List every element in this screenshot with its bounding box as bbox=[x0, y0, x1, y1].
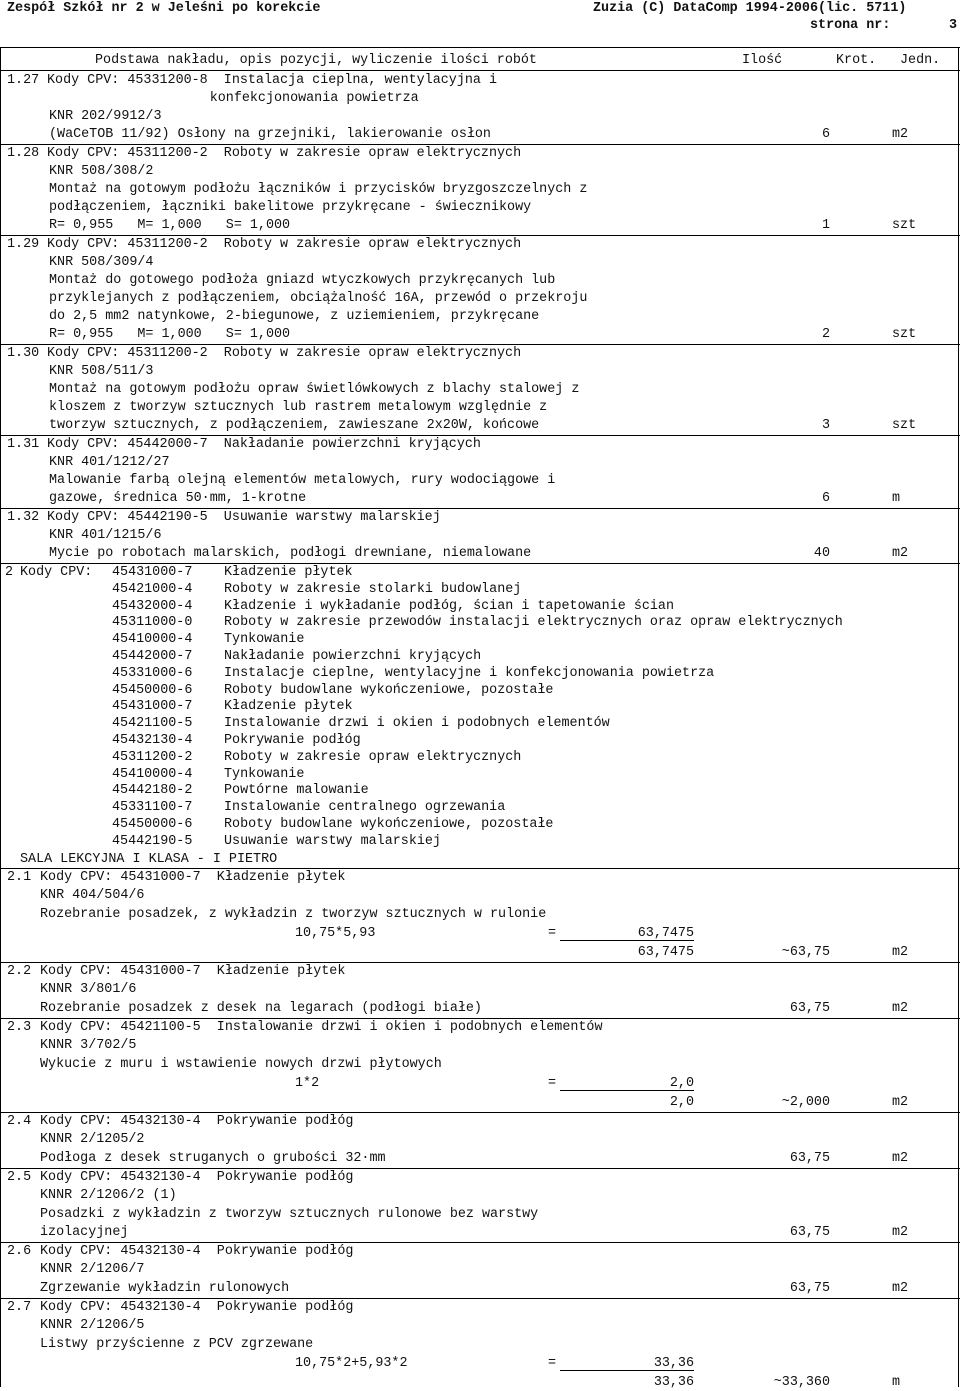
unit-value: m2 bbox=[892, 127, 909, 142]
equals-sign: = bbox=[548, 925, 557, 941]
column-header-qty: Ilość bbox=[742, 53, 783, 68]
description-line: Zgrzewanie wykładzin rulonowych bbox=[40, 1280, 290, 1296]
cpv-code-line: Kody CPV: 45432130-4 Pokrywanie podłóg bbox=[40, 1113, 354, 1129]
unit-value: m bbox=[892, 1374, 901, 1390]
description-line: KNR 401/1212/27 bbox=[49, 455, 170, 470]
position-number: 1.28 bbox=[7, 146, 40, 161]
cpv-code: 45311000-0 bbox=[112, 615, 193, 631]
description-line: Listwy przyścienne z PCV zgrzewane bbox=[40, 1336, 314, 1352]
cpv-name: Kładzenie płytek bbox=[224, 699, 353, 715]
unit-value: m2 bbox=[892, 1150, 909, 1166]
calculation-expression: 10,75*5,93 bbox=[295, 925, 376, 941]
cpv-code: 45331000-6 bbox=[112, 665, 193, 681]
room-heading: SALA LEKCYJNA I KLASA - I PIETRO bbox=[20, 851, 278, 867]
cpv-name: Instalowanie centralnego ogrzewania bbox=[224, 800, 506, 816]
quantity-value: 2 bbox=[821, 327, 830, 342]
unit-value: szt bbox=[892, 218, 917, 233]
knr-reference: KNR 404/504/6 bbox=[40, 887, 145, 903]
description-line: KNR 508/308/2 bbox=[49, 164, 154, 179]
description-line: przyklejanych z podłączeniem, obciążalność 16A, przewód o przekroju bbox=[49, 291, 588, 306]
cpv-code-line: Kody CPV: 45331200-8 Instalacja cieplna, wentylacyjna i bbox=[47, 73, 497, 88]
section-number: 2 bbox=[5, 565, 14, 580]
calculation-value: 2,0 bbox=[669, 1075, 694, 1091]
position-number: 2.4 bbox=[7, 1113, 32, 1129]
cpv-prefix: Kody CPV: bbox=[20, 565, 93, 580]
cpv-name: Nakładanie powierzchni kryjących bbox=[224, 649, 482, 664]
column-header-unit: Jedn. bbox=[900, 53, 941, 68]
knr-reference: KNNR 3/702/5 bbox=[40, 1037, 137, 1053]
equals-sign: = bbox=[548, 1355, 557, 1371]
cpv-code: 45432130-4 bbox=[112, 733, 193, 748]
cpv-code-line: Kody CPV: 45311200-2 Roboty w zakresie opraw elektrycznych bbox=[47, 237, 522, 252]
cpv-name: Roboty w zakresie przewodów instalacji elektrycznych oraz opraw elektrycznych bbox=[224, 615, 843, 631]
knr-reference: KNNR 2/1206/5 bbox=[40, 1317, 145, 1333]
description-line: Posadzki z wykładzin z tworzyw sztucznych rulonowe bez warstwy bbox=[40, 1206, 539, 1222]
cpv-code: 45421000-4 bbox=[112, 581, 193, 597]
description-line: R= 0,955 M= 1,000 S= 1,000 bbox=[49, 218, 291, 233]
table-top-border bbox=[0, 47, 960, 48]
description-line: Wykucie z muru i wstawienie nowych drzwi płytowych bbox=[40, 1056, 442, 1072]
cpv-code-line: Kody CPV: 45442190-5 Usuwanie warstwy malarskiej bbox=[47, 510, 441, 525]
cpv-name: Instalacje cieplne, wentylacyjne i konfekcjonowania powietrza bbox=[224, 665, 715, 681]
software-label: Zuzia (C) DataComp 1994-2006(lic. 5711) bbox=[593, 1, 907, 16]
cpv-code: 45450000-6 bbox=[112, 682, 193, 698]
unit-value: m2 bbox=[892, 1094, 909, 1110]
unit-value: m2 bbox=[892, 1000, 909, 1016]
cpv-code: 45432000-4 bbox=[112, 598, 193, 614]
cpv-code: 45442180-2 bbox=[112, 783, 193, 799]
unit-value: szt bbox=[892, 327, 917, 342]
knr-reference: KNNR 2/1206/2 (1) bbox=[40, 1187, 177, 1203]
cpv-name: Usuwanie warstwy malarskiej bbox=[224, 833, 441, 849]
sum-value: 33,36 bbox=[653, 1374, 694, 1390]
table-right-border bbox=[958, 47, 959, 1387]
calculation-value: 33,36 bbox=[653, 1355, 694, 1371]
page-number: 3 bbox=[949, 18, 958, 33]
position-number: 1.27 bbox=[7, 73, 40, 88]
cpv-code: 45442000-7 bbox=[112, 649, 193, 664]
description-line: podłączeniem, łączniki bakelitowe przykręcane - świecznikowy bbox=[49, 200, 532, 215]
cpv-code: 45431000-7 bbox=[112, 565, 193, 580]
quantity-value: 63,75 bbox=[789, 1000, 830, 1016]
cpv-code-line: Kody CPV: 45431000-7 Kładzenie płytek bbox=[40, 963, 346, 979]
cpv-name: Tynkowanie bbox=[224, 766, 305, 782]
cpv-code: 45331100-7 bbox=[112, 800, 193, 816]
description-line: R= 0,955 M= 1,000 S= 1,000 bbox=[49, 327, 291, 342]
description-line: KNR 401/1215/6 bbox=[49, 528, 162, 543]
column-header-krot: Krot. bbox=[836, 53, 877, 68]
position-number: 2.6 bbox=[7, 1243, 32, 1259]
document-title: Zespół Szkół nr 2 w Jeleśni po korekcie bbox=[7, 1, 321, 16]
quantity-value: 40 bbox=[813, 546, 830, 561]
cpv-code: 45442190-5 bbox=[112, 833, 193, 849]
unit-value: m2 bbox=[892, 1280, 909, 1296]
calculation-value: 63,7475 bbox=[637, 925, 694, 941]
position-number: 1.31 bbox=[7, 437, 40, 452]
knr-reference: KNNR 2/1206/7 bbox=[40, 1261, 145, 1277]
column-header-description: Podstawa nakładu, opis pozycji, wyliczenie ilości robót bbox=[95, 53, 537, 68]
position-number: 1.30 bbox=[7, 346, 40, 361]
description-line: gazowe, średnica 50·mm, 1-krotne bbox=[49, 491, 307, 506]
description-line: konfekcjonowania powietrza bbox=[49, 91, 419, 106]
description-line: tworzyw sztucznych, z podłączeniem, zawieszane 2x20W, końcowe bbox=[49, 418, 540, 433]
quantity-value: 63,75 bbox=[789, 1150, 830, 1166]
cpv-code: 45311200-2 bbox=[112, 749, 193, 765]
cpv-code: 45410000-4 bbox=[112, 766, 193, 782]
calculation-underline bbox=[560, 940, 694, 941]
description-line: Montaż na gotowym podłożu łączników i przycisków bryzgoszczelnych z bbox=[49, 182, 588, 197]
quantity-value: 1 bbox=[821, 218, 830, 233]
cpv-code: 45421100-5 bbox=[112, 716, 193, 732]
cpv-name: Pokrywanie podłóg bbox=[224, 733, 361, 748]
cpv-name: Roboty w zakresie opraw elektrycznych bbox=[224, 749, 522, 765]
quantity-value: 6 bbox=[821, 127, 830, 142]
unit-value: m2 bbox=[892, 1224, 909, 1240]
description-line: KNR 202/9912/3 bbox=[49, 109, 162, 124]
cpv-name: Powtórne malowanie bbox=[224, 783, 369, 799]
cpv-code-line: Kody CPV: 45432130-4 Pokrywanie podłóg bbox=[40, 1243, 354, 1259]
unit-value: m bbox=[892, 491, 901, 506]
cpv-code-line: Kody CPV: 45431000-7 Kładzenie płytek bbox=[40, 869, 346, 885]
cpv-code: 45431000-7 bbox=[112, 699, 193, 715]
description-line: Rozebranie posadzek z desek na legarach (podłogi białe) bbox=[40, 1000, 482, 1016]
position-number: 1.32 bbox=[7, 510, 40, 525]
description-line: Malowanie farbą olejną elementów metalowych, rury wodociągowe i bbox=[49, 473, 556, 488]
cpv-code-line: Kody CPV: 45311200-2 Roboty w zakresie opraw elektrycznych bbox=[47, 146, 522, 161]
description-line: Mycie po robotach malarskich, podłogi drewniane, niemalowane bbox=[49, 546, 532, 561]
rounded-quantity: ~63,75 bbox=[781, 944, 830, 960]
cpv-code-line: Kody CPV: 45432130-4 Pokrywanie podłóg bbox=[40, 1299, 354, 1315]
calculation-expression: 1*2 bbox=[295, 1075, 320, 1091]
cpv-name: Kładzenie i wykładanie podłóg, ścian i tapetowanie ścian bbox=[224, 598, 674, 614]
description-line: izolacyjnej bbox=[40, 1224, 129, 1240]
description-line: kloszem z tworzyw sztucznych lub rastrem metalowym względnie z bbox=[49, 400, 548, 415]
position-number: 2.5 bbox=[7, 1169, 32, 1185]
position-number: 2.7 bbox=[7, 1299, 32, 1315]
sum-value: 63,7475 bbox=[637, 944, 694, 960]
unit-value: m2 bbox=[892, 944, 909, 960]
rounded-quantity: ~33,360 bbox=[773, 1374, 830, 1390]
position-number: 1.29 bbox=[7, 237, 40, 252]
calculation-underline bbox=[560, 1090, 694, 1091]
description-line: Podłoga z desek struganych o grubości 32·mm bbox=[40, 1150, 386, 1166]
quantity-value: 6 bbox=[821, 491, 830, 506]
equals-sign: = bbox=[548, 1075, 557, 1091]
cpv-code-line: Kody CPV: 45442000-7 Nakładanie powierzchni kryjących bbox=[47, 437, 481, 452]
description-line: KNR 508/511/3 bbox=[49, 364, 154, 379]
table-header-border bbox=[0, 70, 960, 71]
sum-value: 2,0 bbox=[669, 1094, 694, 1110]
description-line: (WaCeTOB 11/92) Osłony na grzejniki, lakierowanie osłon bbox=[49, 127, 491, 142]
cpv-name: Roboty w zakresie stolarki budowlanej bbox=[224, 581, 522, 597]
quantity-value: 3 bbox=[821, 418, 830, 433]
cpv-code-line: Kody CPV: 45421100-5 Instalowanie drzwi i okien i podobnych elementów bbox=[40, 1019, 603, 1035]
cpv-code: 45450000-6 bbox=[112, 817, 193, 832]
unit-value: szt bbox=[892, 418, 917, 433]
position-number: 2.1 bbox=[7, 869, 32, 885]
description-line: do 2,5 mm2 natynkowe, 2-biegunowe, z uziemieniem, przykręcane bbox=[49, 309, 540, 324]
cpv-code-line: Kody CPV: 45432130-4 Pokrywanie podłóg bbox=[40, 1169, 354, 1185]
description-line: Montaż na gotowym podłożu opraw świetlówkowych z blachy stalowej z bbox=[49, 382, 580, 397]
table-left-border bbox=[0, 47, 1, 1387]
quantity-value: 63,75 bbox=[789, 1224, 830, 1240]
cpv-name: Instalowanie drzwi i okien i podobnych elementów bbox=[224, 716, 610, 732]
cpv-name: Roboty budowlane wykończeniowe, pozostałe bbox=[224, 817, 554, 832]
cpv-name: Roboty budowlane wykończeniowe, pozostałe bbox=[224, 682, 554, 698]
position-number: 2.2 bbox=[7, 963, 32, 979]
quantity-value: 63,75 bbox=[789, 1280, 830, 1296]
description-line: Montaż do gotowego podłoża gniazd wtyczkowych przykręcanych lub bbox=[49, 273, 556, 288]
cpv-code: 45410000-4 bbox=[112, 632, 193, 648]
cpv-name: Kładzenie płytek bbox=[224, 565, 353, 580]
description-line: KNR 508/309/4 bbox=[49, 255, 154, 270]
knr-reference: KNNR 2/1205/2 bbox=[40, 1131, 145, 1147]
cpv-name: Tynkowanie bbox=[224, 632, 305, 648]
position-number: 2.3 bbox=[7, 1019, 32, 1035]
unit-value: m2 bbox=[892, 546, 909, 561]
calculation-underline bbox=[560, 1370, 694, 1371]
page-label: strona nr: bbox=[810, 18, 891, 33]
knr-reference: KNNR 3/801/6 bbox=[40, 981, 137, 997]
rounded-quantity: ~2,000 bbox=[781, 1094, 830, 1110]
calculation-expression: 10,75*2+5,93*2 bbox=[295, 1355, 408, 1371]
description-line: Rozebranie posadzek, z wykładzin z tworzyw sztucznych w rulonie bbox=[40, 906, 547, 922]
cpv-code-line: Kody CPV: 45311200-2 Roboty w zakresie opraw elektrycznych bbox=[47, 346, 522, 361]
